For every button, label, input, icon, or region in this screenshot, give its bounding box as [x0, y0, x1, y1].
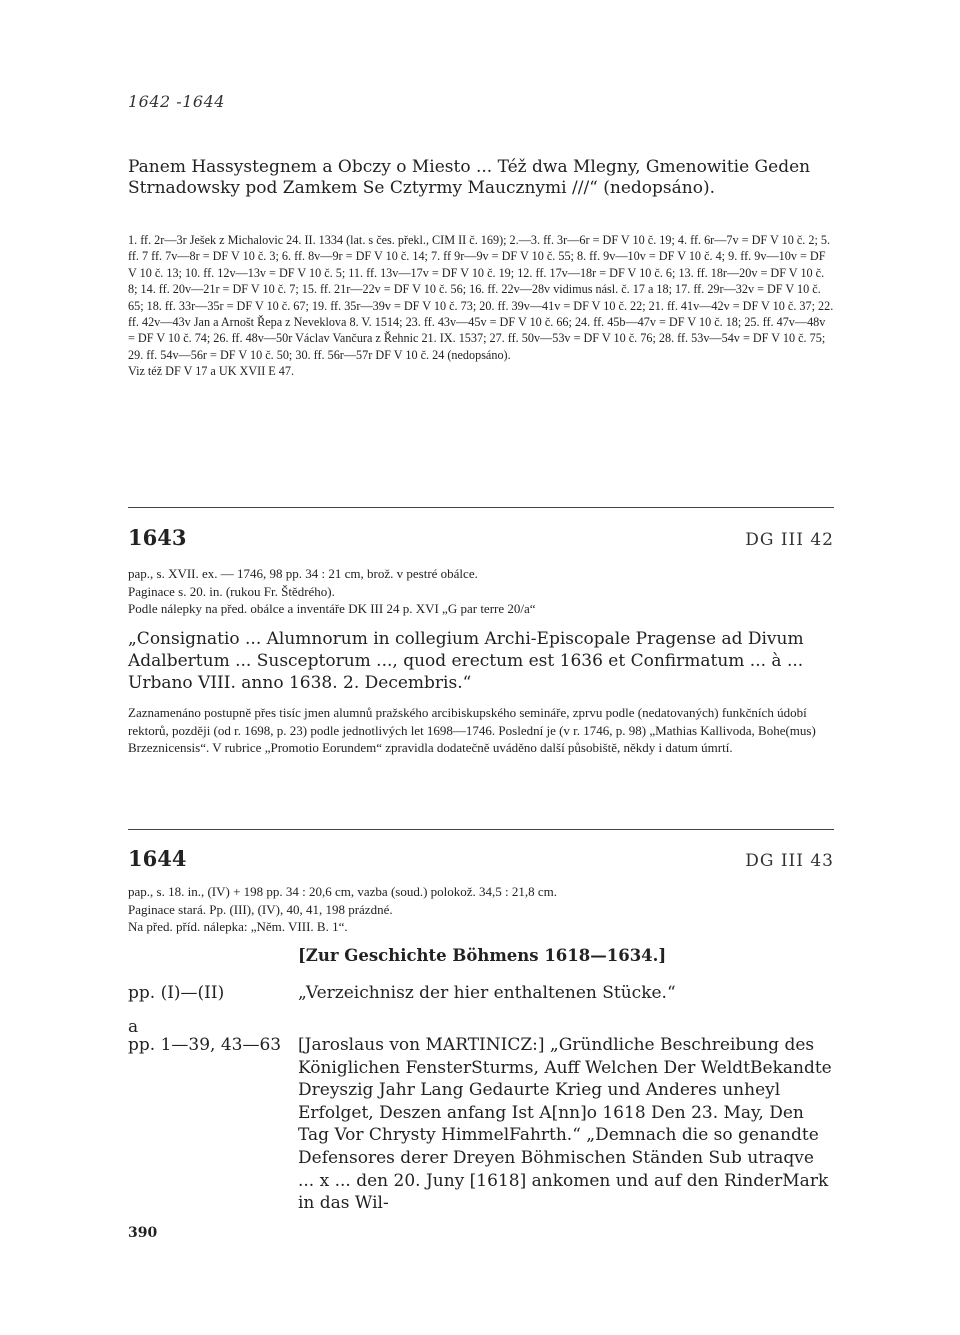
- entry-number: 1643: [128, 525, 187, 550]
- desc-line: pap., s. XVII. ex. — 1746, 98 pp. 34 : 21 cm, brož. v pestré obálce.: [128, 566, 478, 581]
- entry-1642-notes: [128, 232, 834, 380]
- page-range-label: pp. 1—39, 43—63: [128, 1035, 282, 1055]
- see-also: Viz též DF V 17 a UK XVII E 47.: [128, 364, 295, 379]
- section-heading: [Zur Geschichte Böhmens 1618—1634.]: [298, 946, 667, 965]
- entry-1643-description: [128, 565, 834, 618]
- entry-1643-header: [128, 525, 834, 550]
- entry-1643-title: „Consignatio ... Alumnorum in collegium Archi-Episcopale Pragense ad Divum Adalbertum ... Susceptorum ..., quod erectum est 1636 et Confirmatum ... à ... Urbano VIII. anno 1638. 2. Decembris.“: [128, 629, 804, 693]
- notes-text: 1. ff. 2r—3r Ješek z Michalovic 24. II. 1334 (lat. s čes. překl., CIM II č. 169); 2.—3. ff. 3r—6r = DF V 10 č. 19; 4. ff. 6r—7v = DF V 10 č. 2; 5. ff. 7 ff. 7v—8r = DF V 10 č. 3; 6. ff. 8v—9r = DF V 10 č. 14; 7. ff 9r—9v = DF V 10 č. 55; 8. ff. 9v—10v = DF V 10 č. 4; 9. ff. 9v—10v = DF V 10 č. 13; 10. ff. 12v—13v = DF V 10 č. 5; 11. ff. 13v—17v = DF V 10 č. 19; 12. ff. 17v—18r = DF V 10 č. 6; 13. ff. 18r—20v = DF V 10 č. 8; 14. ff. 20v—21r = DF V 10 č. 7; 15. ff. 21r—22v = DF V 10 č. 56; 16. ff. 22v—28v vidimus násl. č. 17 a 18; 17. ff. 29r—32v = DF V 10 č. 65; 18. ff. 33r—35r = DF V 10 č. 67; 19. ff. 35r—39v = DF V 10 č. 73; 20. ff. 39v—41v = DF V 10 č. 22; 21. ff. 41v—42v = DF V 10 č. 37; 22. ff. 42v—43v Jan a Arnošt Řepa z Neveklova 8. V. 1514; 23. ff. 43v—45v = DF V 10 č. 66; 24. ff. 45b—47v = DF V 10 č. 18; 25. ff. 47v—48v = DF V 10 č. 74; 26. ff. 48v—50r Václav Vančura z Řehnic 21. IX. 1537; 27. ff. 50v—53v = DF V 10 č. 76; 28. ff. 53v—54v = DF V 10 č. 75; 29. ff. 54v—56r = DF V 10 č. 50; 30. ff. 56r—57r DF V 10 č. 24 (nedopsáno).: [128, 233, 834, 362]
- desc-line: Na před. příd. nálepka: „Něm. VIII. B. 1“.: [128, 919, 348, 934]
- entry-1644-description: [128, 883, 834, 936]
- divider: [128, 507, 834, 508]
- page-range-label: a: [128, 1017, 139, 1037]
- shelf-signature: DG III 43: [745, 851, 834, 871]
- shelf-signature: DG III 42: [745, 530, 834, 550]
- divider: [128, 829, 834, 830]
- running-head: 1642 -1644: [128, 92, 225, 111]
- desc-line: pap., s. 18. in., (IV) + 198 pp. 34 : 20,6 cm, vazba (soud.) polokož. 34,5 : 21,8 cm.: [128, 884, 558, 899]
- desc-line: Podle nálepky na před. obálce a inventáře DK III 24 p. XVI „G par terre 20/a“: [128, 601, 536, 616]
- desc-line: Paginace stará. Pp. (III), (IV), 40, 41, 198 prázdné.: [128, 901, 393, 917]
- page-range-label: pp. (I)—(II): [128, 983, 225, 1003]
- entry-number: 1644: [128, 846, 187, 871]
- entry-1642-lead-text: Panem Hassystegnem a Obczy o Miesto ... Též dwa Mlegny, Gmenowitie Geden Strnadowsky pod Zamkem Se Cztyrmy Maucznymi ///“ (nedopsáno).: [128, 157, 811, 198]
- content-text: „Verzeichnisz der hier enthaltenen Stücke.“: [298, 983, 676, 1003]
- entry-1643-comment: Zaznamenáno postupně přes tisíc jmen alumnů pražského arcibiskupského semináře, zprvu podle (nedatovaných) funkčních údobí rektorů, později (od r. 1698, p. 23) podle jednotlivých let 1698—1746. Poslední je (v r. 1746, p. 98) „Mathias Kallivoda, Bohe(mus) Brzeznicensis“. V rubrice „Promotio Eorundem“ zpravidla dodatečně uváděno další působiště, někdy i datum úmrtí.: [128, 705, 816, 755]
- entry-1644-header: [128, 846, 834, 871]
- desc-line: Paginace s. 20. in. (rukou Fr. Štědrého).: [128, 583, 335, 599]
- page-number: 390: [128, 1225, 158, 1241]
- content-text: [Jaroslaus von MARTINICZ:] „Gründliche Beschreibung des Königlichen FensterSturms, Auff Welchen Der WeldtBekandte Dreyszig Jahr Lang Gedaurte Krieg und Anderes unheyl Erfolget, Deszen anfang Ist A[nn]o 1618 Den 23. May, Den Tag Vor Chrysty HimmelFahrth.“ „Demnach die so genandte Defensores derer Dreyen Böhmischen Ständen Sub utraqve ... x ... den 20. Juny [1618] ankomen und auf den RinderMark in das Wil-: [298, 1035, 832, 1214]
